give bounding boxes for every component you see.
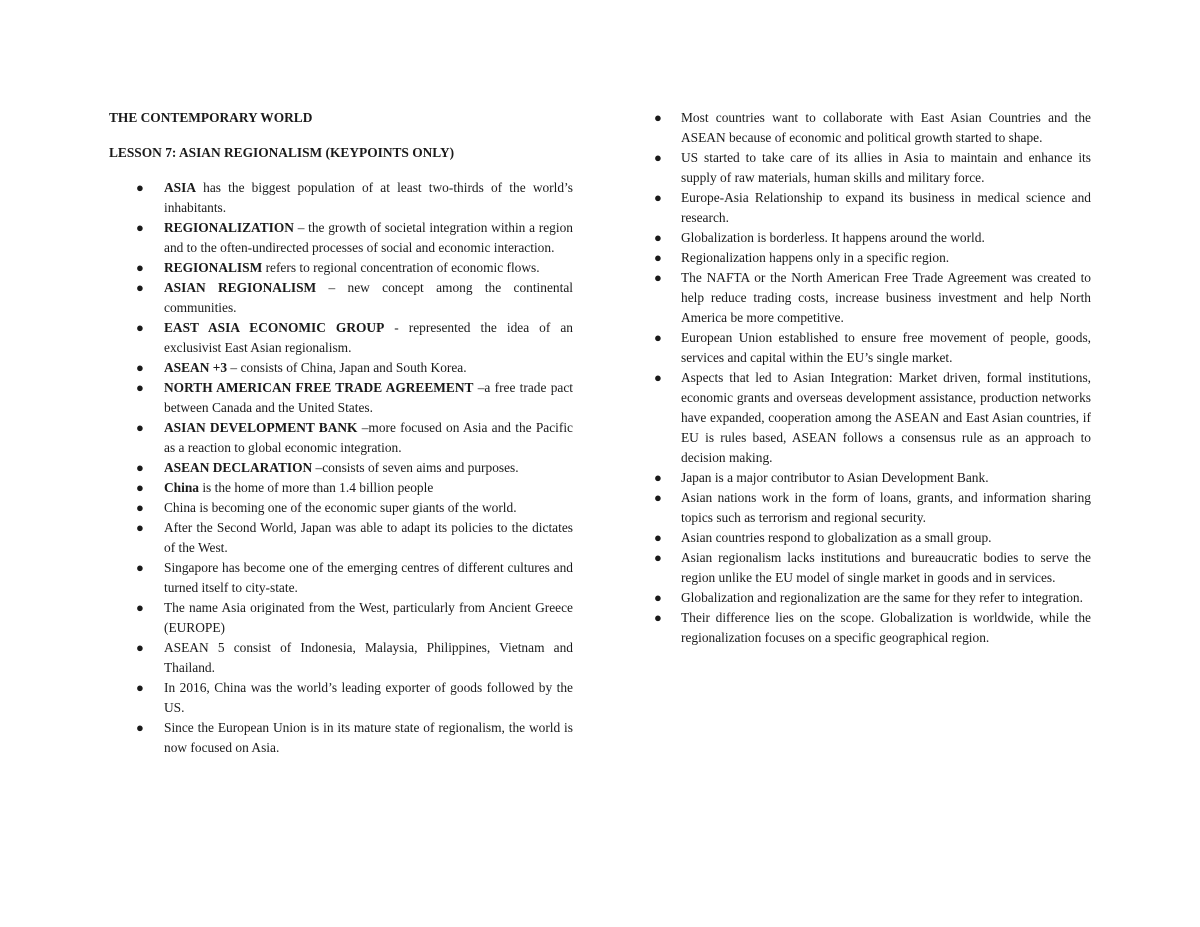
- bullet-icon: ●: [136, 720, 144, 735]
- bullet-term: NORTH AMERICAN FREE TRADE AGREEMENT: [164, 380, 474, 395]
- list-item: [109, 318, 573, 358]
- bullet-icon: ●: [136, 500, 144, 515]
- bullet-icon: ●: [136, 180, 144, 195]
- bullet-text: refers to regional concentration of economic flows.: [262, 260, 540, 275]
- bullet-text: Europe-Asia Relationship to expand its business in medical science and research.: [681, 190, 1091, 225]
- list-item: [109, 678, 573, 718]
- bullet-icon: ●: [654, 330, 662, 345]
- list-item: [652, 548, 1091, 588]
- list-item: [652, 528, 1091, 548]
- list-item: [652, 228, 1091, 248]
- document-title: THE CONTEMPORARY WORLD: [109, 110, 313, 125]
- bullet-text: Most countries want to collaborate with East Asian Countries and the ASEAN because of economic and political growth started to shape.: [681, 110, 1091, 145]
- bullet-term: ASEAN +3: [164, 360, 228, 375]
- bullet-term: EAST ASIA ECONOMIC GROUP: [164, 320, 385, 335]
- list-item: [652, 108, 1091, 148]
- bullet-icon: ●: [136, 320, 144, 335]
- bullet-icon: ●: [136, 560, 144, 575]
- list-item: [109, 598, 573, 638]
- bullet-icon: ●: [654, 370, 662, 385]
- bullet-text: is the home of more than 1.4 billion people: [198, 480, 434, 495]
- bullet-text: –a free trade pact between Canada and the United States.: [164, 380, 573, 415]
- bullet-icon: ●: [136, 220, 144, 235]
- list-item: [652, 268, 1091, 328]
- list-item: [109, 358, 573, 378]
- bullet-text: Aspects that led to Asian Integration: Market driven, formal institutions, economic grants and overseas development assistance, production networks have expanded, cooperation among the ASEAN and East Asian countries, if EU is rules based, ASEAN follows a consensus rule as an approach to decision making.: [681, 370, 1091, 465]
- list-item: [652, 148, 1091, 188]
- bullet-text: – consists of China, Japan and South Korea.: [227, 360, 467, 375]
- bullet-text: Japan is a major contributor to Asian Development Bank.: [681, 470, 989, 485]
- bullet-text: The NAFTA or the North American Free Trade Agreement was created to help reduce trading costs, increase business investment and help North America be more competitive.: [681, 270, 1091, 325]
- bullet-icon: ●: [654, 190, 662, 205]
- left-bullet-list: [109, 178, 573, 758]
- bullet-text: Regionalization happens only in a specific region.: [681, 250, 950, 265]
- bullet-icon: ●: [136, 640, 144, 655]
- bullet-icon: ●: [654, 110, 662, 125]
- list-item: [109, 258, 573, 278]
- bullet-icon: ●: [654, 230, 662, 245]
- bullet-icon: ●: [136, 680, 144, 695]
- bullet-term: ASIAN REGIONALISM: [164, 280, 317, 295]
- bullet-icon: ●: [136, 480, 144, 495]
- bullet-text: Since the European Union is in its mature state of regionalism, the world is now focused on Asia.: [164, 720, 573, 755]
- list-item: [652, 248, 1091, 268]
- bullet-icon: ●: [136, 420, 144, 435]
- bullet-text: Their difference lies on the scope. Globalization is worldwide, while the regionalization focuses on a specific geographical region.: [681, 610, 1091, 645]
- list-item: [652, 368, 1091, 468]
- bullet-text: Asian nations work in the form of loans, grants, and information sharing topics such as terrorism and regional security.: [681, 490, 1091, 525]
- bullet-term: REGIONALISM: [164, 260, 263, 275]
- bullet-text: After the Second World, Japan was able to adapt its policies to the dictates of the West.: [164, 520, 573, 555]
- list-item: [652, 608, 1091, 648]
- bullet-text: In 2016, China was the world’s leading exporter of goods followed by the US.: [164, 680, 573, 715]
- bullet-term: REGIONALIZATION: [164, 220, 294, 235]
- list-item: [109, 418, 573, 458]
- bullet-icon: ●: [136, 600, 144, 615]
- bullet-term: China: [164, 480, 199, 495]
- bullet-term: ASEAN DECLARATION: [164, 460, 313, 475]
- list-item: [109, 478, 573, 498]
- bullet-icon: ●: [136, 260, 144, 275]
- bullet-icon: ●: [136, 360, 144, 375]
- right-column: [652, 108, 1091, 648]
- list-item: [109, 218, 573, 258]
- list-item: [109, 178, 573, 218]
- bullet-text: Singapore has become one of the emerging centres of different cultures and turned itself to city-state.: [164, 560, 573, 595]
- right-bullet-list: [652, 108, 1091, 648]
- bullet-text: Asian regionalism lacks institutions and bureaucratic bodies to serve the region unlike the EU model of single market in goods and in services.: [681, 550, 1091, 585]
- bullet-icon: ●: [654, 590, 662, 605]
- list-item: [652, 488, 1091, 528]
- bullet-text: – new concept among the continental communities.: [164, 280, 573, 315]
- bullet-term: ASIA: [164, 180, 196, 195]
- list-item: [109, 638, 573, 678]
- bullet-text: - represented the idea of an exclusivist East Asian regionalism.: [164, 320, 573, 355]
- list-item: [109, 378, 573, 418]
- bullet-text: has the biggest population of at least two-thirds of the world’s inhabitants.: [164, 180, 573, 215]
- bullet-text: – the growth of societal integration within a region and to the often-undirected processes of social and economic interaction.: [164, 220, 573, 255]
- bullet-text: Globalization is borderless. It happens around the world.: [681, 230, 985, 245]
- bullet-icon: ●: [136, 280, 144, 295]
- bullet-icon: ●: [136, 380, 144, 395]
- bullet-text: Asian countries respond to globalization as a small group.: [681, 530, 992, 545]
- bullet-text: The name Asia originated from the West, particularly from Ancient Greece (EUROPE): [164, 600, 573, 635]
- list-item: [109, 278, 573, 318]
- left-column: [109, 108, 573, 758]
- bullet-text: US started to take care of its allies in Asia to maintain and enhance its supply of raw materials, human skills and military force.: [681, 150, 1091, 185]
- bullet-icon: ●: [654, 470, 662, 485]
- bullet-icon: ●: [654, 250, 662, 265]
- bullet-icon: ●: [136, 520, 144, 535]
- bullet-text: –more focused on Asia and the Pacific as a reaction to global economic integration.: [164, 420, 573, 455]
- bullet-icon: ●: [654, 550, 662, 565]
- lesson-title: LESSON 7: ASIAN REGIONALISM (KEYPOINTS ONLY): [109, 145, 455, 160]
- bullet-icon: ●: [136, 460, 144, 475]
- bullet-text: European Union established to ensure free movement of people, goods, services and capital within the EU’s single market.: [681, 330, 1091, 365]
- list-item: [109, 558, 573, 598]
- bullet-icon: ●: [654, 610, 662, 625]
- list-item: [109, 518, 573, 558]
- bullet-text: –consists of seven aims and purposes.: [312, 460, 519, 475]
- bullet-icon: ●: [654, 490, 662, 505]
- list-item: [109, 718, 573, 758]
- list-item: [652, 468, 1091, 488]
- list-item: [652, 588, 1091, 608]
- bullet-text: ASEAN 5 consist of Indonesia, Malaysia, Philippines, Vietnam and Thailand.: [164, 640, 573, 675]
- bullet-text: China is becoming one of the economic super giants of the world.: [164, 500, 517, 515]
- list-item: [109, 498, 573, 518]
- bullet-icon: ●: [654, 150, 662, 165]
- bullet-text: Globalization and regionalization are the same for they refer to integration.: [681, 590, 1083, 605]
- list-item: [652, 188, 1091, 228]
- bullet-icon: ●: [654, 270, 662, 285]
- list-item: [109, 458, 573, 478]
- bullet-icon: ●: [654, 530, 662, 545]
- bullet-term: ASIAN DEVELOPMENT BANK: [164, 420, 358, 435]
- list-item: [652, 328, 1091, 368]
